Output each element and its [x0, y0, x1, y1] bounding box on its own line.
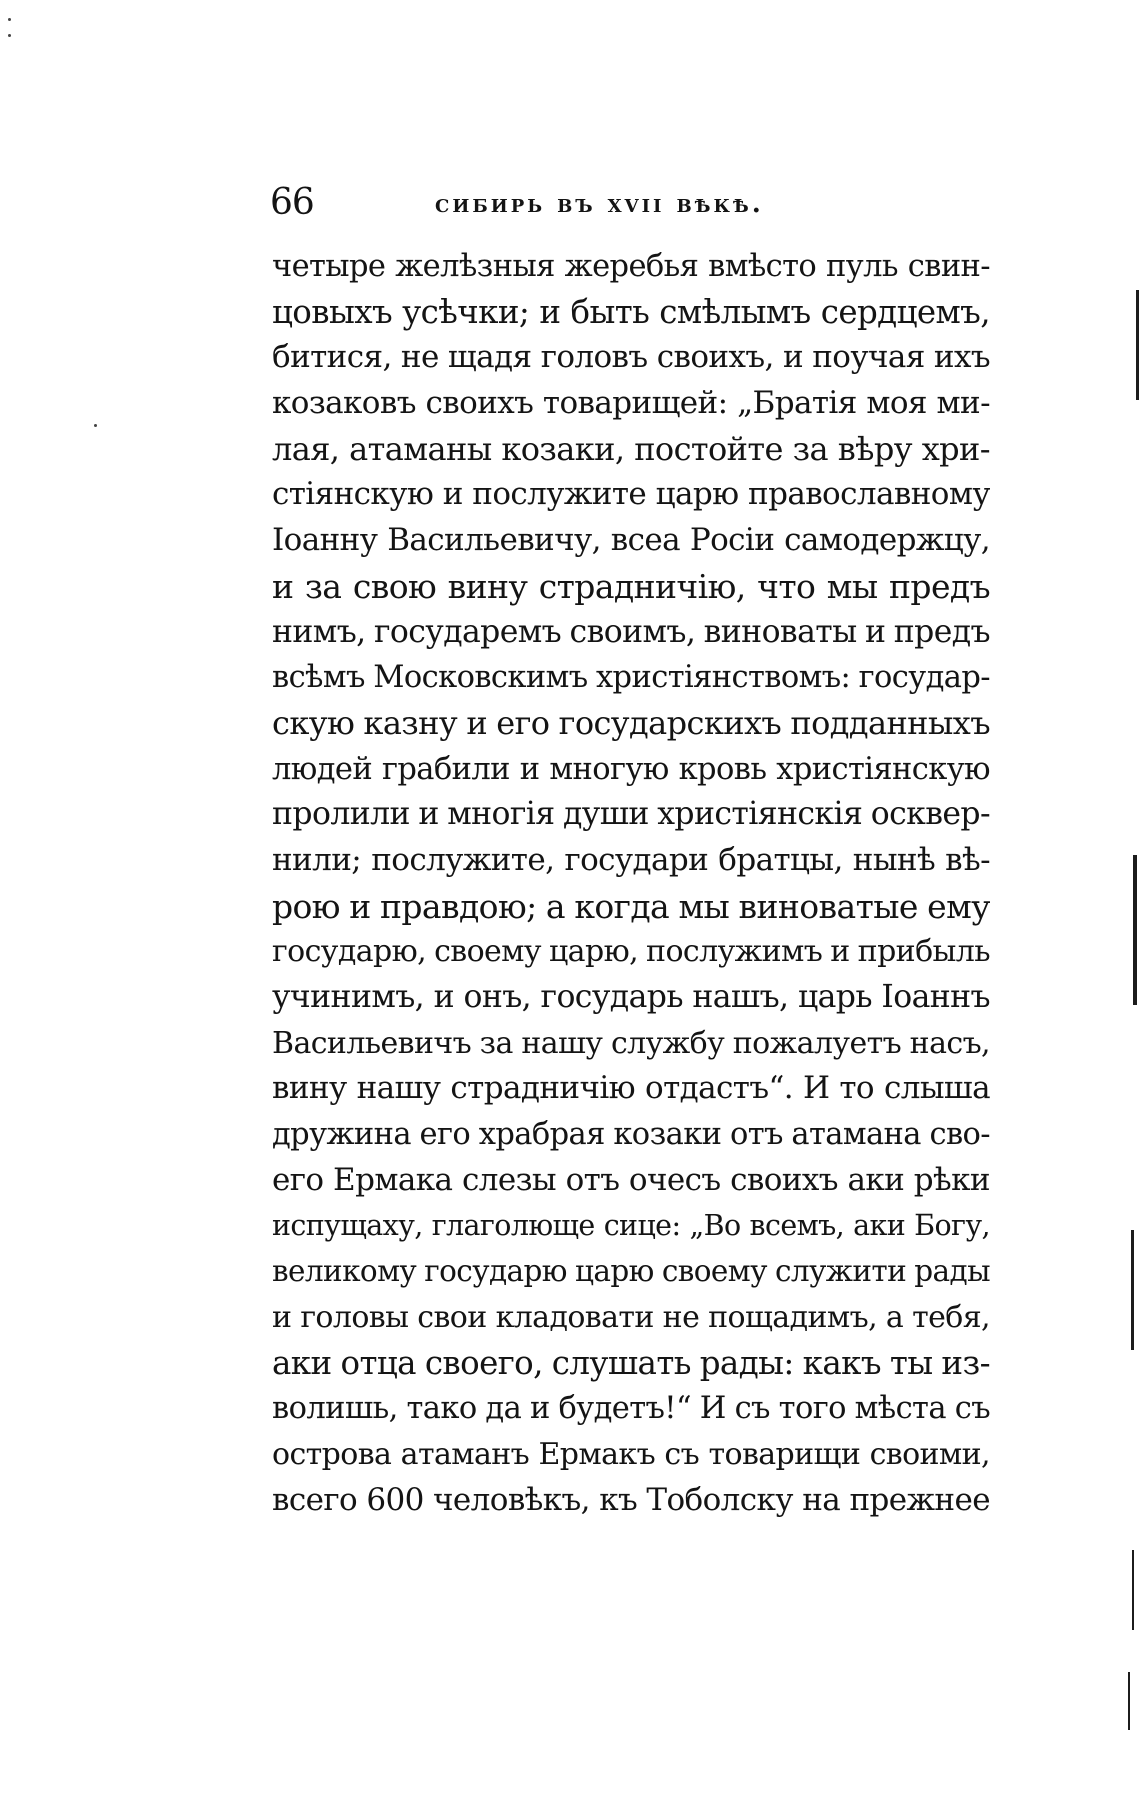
- text-line: нили; послужите, государи братцы, нынѣ вѣ-: [272, 841, 990, 878]
- text-line: испущаху, глаголюще сице: „Во всемъ, аки Богу,: [272, 1209, 990, 1243]
- text-line: и за свою вину страдничію, что мы предъ: [272, 566, 990, 606]
- scan-edge-mark: [1128, 1672, 1130, 1730]
- running-title: сибирь въ xvii вѣкѣ.: [435, 189, 764, 219]
- scan-speck: [8, 34, 11, 37]
- page-header: [270, 178, 990, 228]
- text-line: всѣмъ Московскимъ христіянствомъ: государ-: [272, 660, 990, 696]
- scan-speck: [94, 424, 97, 427]
- text-line: цовыхъ усѣчки; и быть смѣлымъ сердцемъ,: [272, 292, 990, 331]
- text-line: волишь, тако да и будетъ!“ И съ того мѣста съ: [272, 1391, 990, 1427]
- scan-edge-mark: [1133, 855, 1137, 1005]
- scan-speck: [8, 18, 11, 21]
- text-line: Іоанну Васильевичу, всеа Росіи самодержцу,: [272, 522, 990, 559]
- text-line: его Ермака слезы отъ очесъ своихъ аки рѣки: [272, 1161, 990, 1198]
- text-line: нимъ, государемъ своимъ, виноваты и предъ: [272, 613, 990, 650]
- text-line: и головы свои кладовати не пощадимъ, а тебя,: [272, 1299, 990, 1335]
- text-line: дружина его храбрая козаки отъ атамана сво-: [272, 1117, 990, 1153]
- text-line: Васильевичъ за нашу службу пожалуетъ насъ,: [272, 1025, 990, 1061]
- text-line: острова атаманъ Ермакъ съ товарищи своими,: [272, 1436, 990, 1472]
- text-line: великому государю царю своему служити рады: [272, 1254, 990, 1289]
- text-line: стіянскую и послужите царю православному: [272, 476, 990, 513]
- scan-edge-mark: [1132, 1550, 1134, 1630]
- text-line: четыре желѣзныя жеребья вмѣсто пуль свин-: [272, 249, 990, 284]
- text-line: людей грабили и многую кровь христіянскую: [272, 751, 990, 787]
- text-line: аки отца своего, слушать рады: какъ ты из-: [272, 1343, 990, 1382]
- text-line: рою и правдою; а когда мы виноватые ему: [272, 886, 990, 926]
- scan-edge-mark: [1136, 290, 1139, 400]
- text-line: козаковъ своихъ товарищей: „Братія моя ми-: [272, 385, 990, 422]
- page-number: 66: [270, 182, 314, 223]
- text-line: вину нашу страдничію отдастъ“. И то слыша: [272, 1070, 990, 1107]
- body-text: [272, 244, 990, 1523]
- text-line: государю, своему царю, послужимъ и прибыль: [272, 934, 990, 970]
- scan-edge-mark: [1131, 1230, 1134, 1350]
- text-line: пролили и многія души христіянскія осквер-: [272, 796, 990, 833]
- text-line: учинимъ, и онъ, государь нашъ, царь Іоаннъ: [272, 979, 990, 1015]
- text-line: битися, не щадя головъ своихъ, и поучая ихъ: [272, 339, 990, 376]
- text-line: лая, атаманы козаки, постойте за вѣру хри-: [272, 429, 990, 468]
- text-line: всего 600 человѣкъ, къ Тоболску на прежнее: [272, 1481, 990, 1518]
- text-line: скую казну и его государскихъ подданныхъ: [272, 703, 990, 742]
